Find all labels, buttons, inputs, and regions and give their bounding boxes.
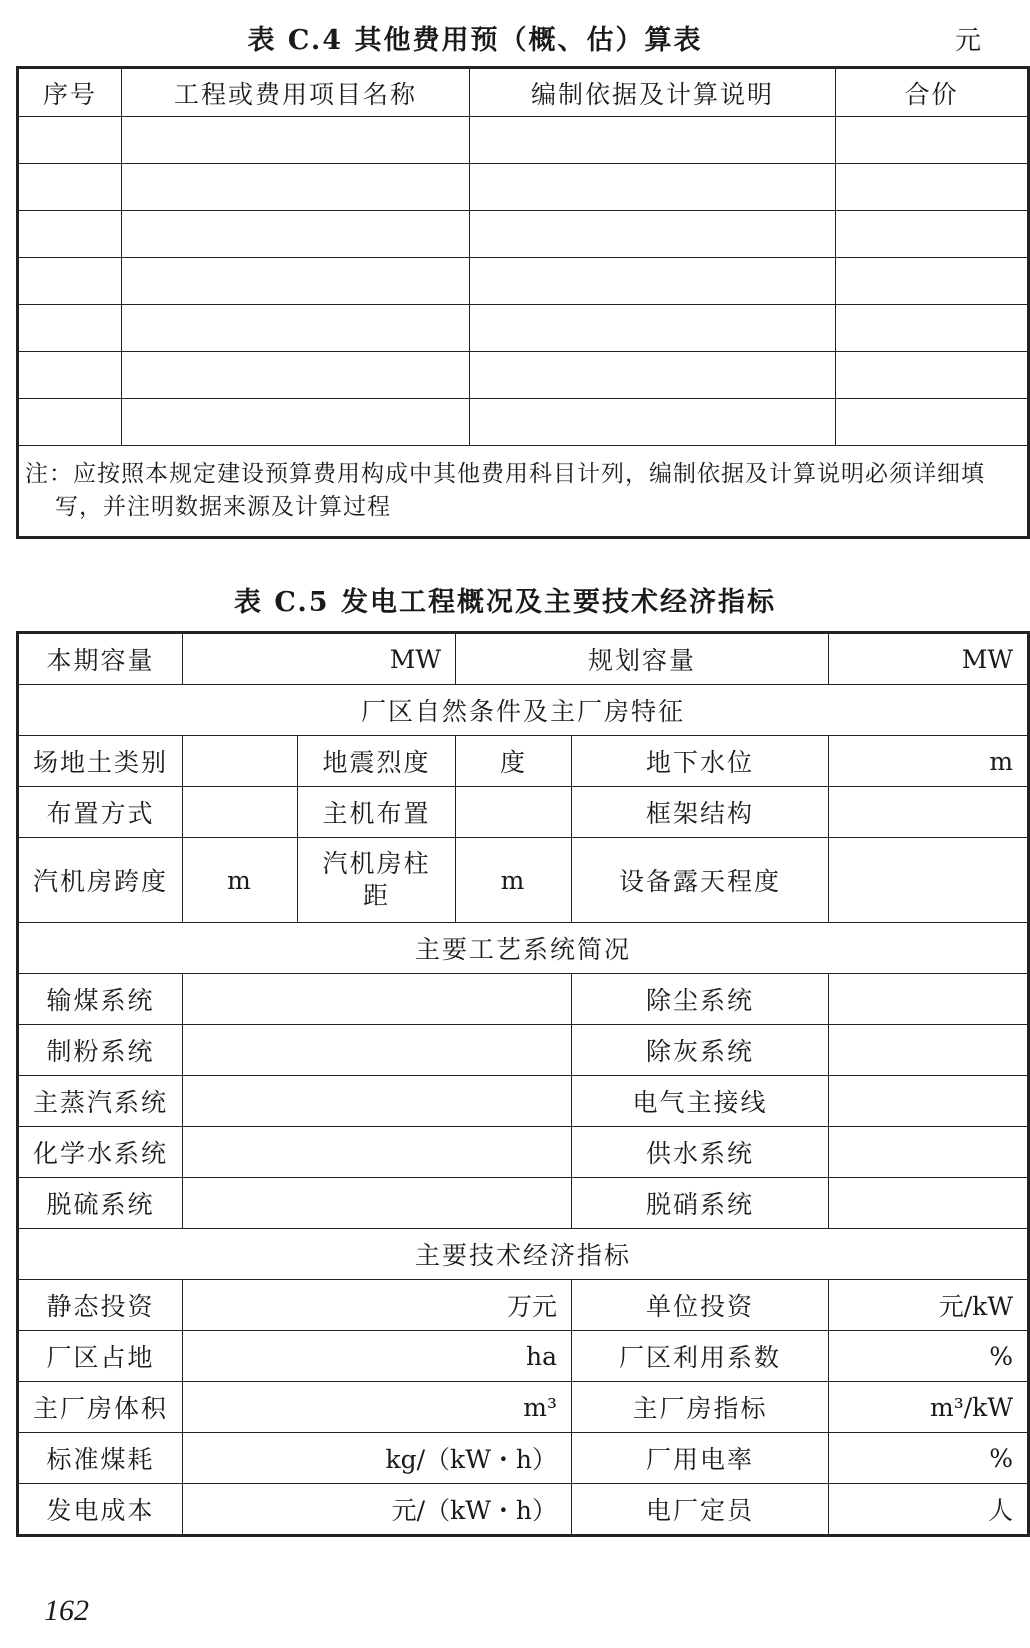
indicator-label: 单位投资 xyxy=(572,1280,829,1331)
system-label: 除尘系统 xyxy=(572,974,829,1025)
empty-cell xyxy=(836,117,1029,164)
table-row xyxy=(18,1433,1029,1484)
empty-cell xyxy=(18,352,122,399)
table-row xyxy=(18,1280,1029,1331)
indicator-unit: m³/kW xyxy=(829,1382,1029,1433)
system-label: 主蒸汽系统 xyxy=(18,1076,183,1127)
system-label: 脱硫系统 xyxy=(18,1178,183,1229)
turbine-hall-span-unit: m xyxy=(183,838,298,923)
main-machine-layout-label: 主机布置 xyxy=(298,787,456,838)
table-row xyxy=(18,399,1029,446)
groundwater-level-label: 地下水位 xyxy=(572,736,829,787)
groundwater-level-unit: m xyxy=(829,736,1029,787)
indicator-unit: kg/（kW・h） xyxy=(183,1433,572,1484)
table-c4 xyxy=(16,66,1030,539)
empty-cell xyxy=(836,352,1029,399)
table-row xyxy=(18,352,1029,399)
empty-cell xyxy=(836,211,1029,258)
capacity-row xyxy=(18,633,1029,685)
turbine-hall-column-unit: m xyxy=(456,838,572,923)
indicator-unit: % xyxy=(829,1433,1029,1484)
current-capacity-unit: MW xyxy=(183,633,456,685)
empty-cell xyxy=(829,787,1029,838)
system-label: 供水系统 xyxy=(572,1127,829,1178)
empty-cell xyxy=(122,258,470,305)
soil-class-label: 场地土类别 xyxy=(18,736,183,787)
indicator-label: 标准煤耗 xyxy=(18,1433,183,1484)
empty-cell xyxy=(18,305,122,352)
empty-cell xyxy=(122,211,470,258)
empty-cell xyxy=(829,1127,1029,1178)
empty-cell xyxy=(836,164,1029,211)
indicator-label: 发电成本 xyxy=(18,1484,183,1536)
empty-cell xyxy=(183,974,572,1025)
table-row xyxy=(18,974,1029,1025)
table-c5 xyxy=(16,631,1030,1537)
section-heading-site: 厂区自然条件及主厂房特征 xyxy=(18,685,1029,736)
indicator-unit: % xyxy=(829,1331,1029,1382)
section-heading-systems: 主要工艺系统简况 xyxy=(18,923,1029,974)
table-row xyxy=(18,211,1029,258)
section-row xyxy=(18,685,1029,736)
indicator-label: 厂用电率 xyxy=(572,1433,829,1484)
section-heading-indicators: 主要技术经济指标 xyxy=(18,1229,1029,1280)
system-label: 输煤系统 xyxy=(18,974,183,1025)
empty-cell xyxy=(122,305,470,352)
empty-cell xyxy=(122,164,470,211)
table-row xyxy=(18,1484,1029,1536)
page-number: 162 xyxy=(44,1594,89,1627)
empty-cell xyxy=(829,1025,1029,1076)
system-label: 电气主接线 xyxy=(572,1076,829,1127)
indicator-label: 厂区占地 xyxy=(18,1331,183,1382)
empty-cell xyxy=(183,1127,572,1178)
planned-capacity-label: 规划容量 xyxy=(456,633,829,685)
indicator-label: 主厂房指标 xyxy=(572,1382,829,1433)
table-row xyxy=(18,258,1029,305)
table-c4-note-row xyxy=(18,446,1029,538)
table-row xyxy=(18,305,1029,352)
table-row xyxy=(18,787,1029,838)
empty-cell xyxy=(829,1178,1029,1229)
system-label: 化学水系统 xyxy=(18,1127,183,1178)
indicator-unit: 元/kW xyxy=(829,1280,1029,1331)
empty-cell xyxy=(836,258,1029,305)
table-row xyxy=(18,1382,1029,1433)
indicator-label: 厂区利用系数 xyxy=(572,1331,829,1382)
system-label: 制粉系统 xyxy=(18,1025,183,1076)
empty-cell xyxy=(829,974,1029,1025)
system-label: 脱硝系统 xyxy=(572,1178,829,1229)
table-c4-header-row xyxy=(18,68,1029,117)
empty-cell xyxy=(183,736,298,787)
empty-cell xyxy=(18,399,122,446)
empty-cell xyxy=(836,399,1029,446)
turbine-hall-column-label xyxy=(298,838,456,923)
table-c4-title: 表 C.4 其他费用预（概、估）算表 xyxy=(247,25,703,56)
outdoor-degree-label: 设备露天程度 xyxy=(572,838,829,923)
empty-cell xyxy=(183,1178,572,1229)
indicator-unit: 元/（kW・h） xyxy=(183,1484,572,1536)
indicator-unit: 人 xyxy=(829,1484,1029,1536)
empty-cell xyxy=(470,305,836,352)
table-c4-header-cell: 工程或费用项目名称 xyxy=(122,68,470,117)
empty-cell xyxy=(183,787,298,838)
planned-capacity-unit: MW xyxy=(829,633,1029,685)
system-label: 除灰系统 xyxy=(572,1025,829,1076)
empty-cell xyxy=(18,164,122,211)
table-c4-unit: 元 xyxy=(955,26,982,56)
empty-cell xyxy=(183,1076,572,1127)
table-row xyxy=(18,117,1029,164)
empty-cell xyxy=(470,117,836,164)
indicator-unit: ha xyxy=(183,1331,572,1382)
empty-cell xyxy=(183,1025,572,1076)
empty-cell xyxy=(470,211,836,258)
table-row xyxy=(18,1127,1029,1178)
empty-cell xyxy=(470,258,836,305)
empty-cell xyxy=(122,352,470,399)
empty-cell xyxy=(829,1076,1029,1127)
table-row xyxy=(18,838,1029,923)
section-row xyxy=(18,1229,1029,1280)
indicator-label: 静态投资 xyxy=(18,1280,183,1331)
empty-cell xyxy=(18,211,122,258)
table-c4-note: 注：应按照本规定建设预算费用构成中其他费用科目计列，编制依据及计算说明必须详细填写，并注明数据来源及计算过程 xyxy=(18,446,1029,538)
table-c5-title: 表 C.5 发电工程概况及主要技术经济指标 xyxy=(233,587,776,618)
table-row xyxy=(18,1178,1029,1229)
frame-structure-label: 框架结构 xyxy=(572,787,829,838)
turbine-hall-column-label-text: 汽机房柱距 xyxy=(322,849,431,910)
table-row xyxy=(18,1076,1029,1127)
empty-cell xyxy=(18,117,122,164)
empty-cell xyxy=(470,399,836,446)
empty-cell xyxy=(18,258,122,305)
table-c4-header-cell: 合价 xyxy=(836,68,1029,117)
seismic-intensity-unit: 度 xyxy=(456,736,572,787)
seismic-intensity-label: 地震烈度 xyxy=(298,736,456,787)
indicator-unit: 万元 xyxy=(183,1280,572,1331)
empty-cell xyxy=(122,117,470,164)
indicator-label: 主厂房体积 xyxy=(18,1382,183,1433)
section-row xyxy=(18,923,1029,974)
empty-cell xyxy=(829,838,1029,923)
table-row xyxy=(18,164,1029,211)
empty-cell xyxy=(122,399,470,446)
layout-mode-label: 布置方式 xyxy=(18,787,183,838)
empty-cell xyxy=(836,305,1029,352)
table-row xyxy=(18,1025,1029,1076)
table-row xyxy=(18,1331,1029,1382)
indicator-unit: m³ xyxy=(183,1382,572,1433)
table-row xyxy=(18,736,1029,787)
table-c4-header-cell: 序号 xyxy=(18,68,122,117)
current-capacity-label: 本期容量 xyxy=(18,633,183,685)
turbine-hall-span-label: 汽机房跨度 xyxy=(18,838,183,923)
empty-cell xyxy=(456,787,572,838)
table-c4-header-cell: 编制依据及计算说明 xyxy=(470,68,836,117)
indicator-label: 电厂定员 xyxy=(572,1484,829,1536)
empty-cell xyxy=(470,352,836,399)
empty-cell xyxy=(470,164,836,211)
